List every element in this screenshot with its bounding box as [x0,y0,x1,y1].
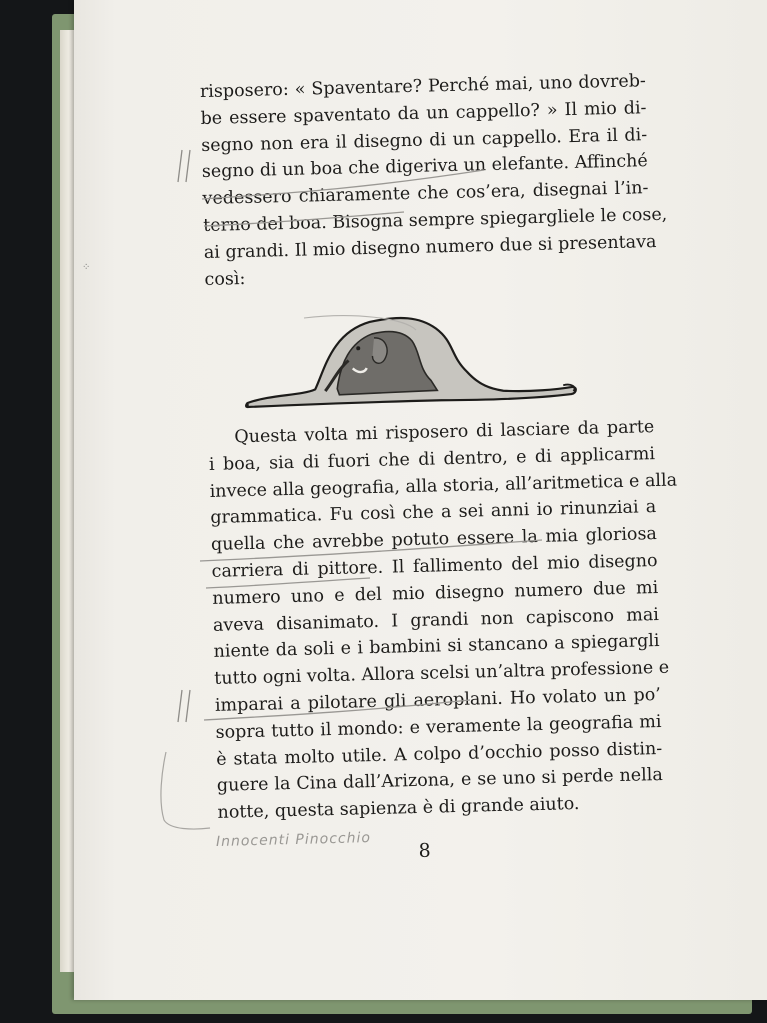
text-line: è stata molto utile. A colpo d’occhio posso distin- [216,738,663,770]
text-line: guere la Cina dall’Arizona, e se uno si perde nella [216,765,664,797]
paragraph-2 [208,414,678,827]
text-line: quella che avrebbe potuto essere la mia gloriosa [210,524,658,556]
text-line: carriera di pittore. Il fallimento del mio disegno [211,551,658,582]
text-line: risposero: « Spaventare? Perché mai, uno dovreb- [199,71,647,103]
handwritten-signature: Innocenti Pinocchio [215,829,372,851]
text-line: i boa, sia di fuori che di dentro, e di applicarmi [208,443,656,475]
paragraph-1 [199,68,668,293]
boa-elephant-illustration [239,303,582,421]
text-line: invece alla geografia, alla storia, all’aritmetica e alla [209,470,678,502]
page-number: 8 [418,839,431,862]
text-line: grammatica. Fu così che a sei anni io rinunziai a [210,497,657,529]
text-line: notte, questa sapienza è di grande aiuto. [217,794,580,824]
text-line: numero uno e del mio disegno numero due mi [212,577,659,609]
margin-mark: ⁘ [82,262,91,273]
text-line: tutto ogni volta. Allora scelsi un’altra professione e [214,657,670,690]
text-line: segno di un boa che digeriva un elefante. Affinché [201,151,649,183]
text-line: Questa volta mi risposero di lasciare da parte [234,417,655,448]
text-line: aveva disanimato. I grandi non capiscono mai [212,604,660,636]
text-line: terno del boa. Bisogna sempre spiegargliele le cose, [202,204,668,237]
text-line: sopra tutto il mondo: e veramente la geografia mi [215,711,662,743]
text-line: segno non era il disegno di un cappello. Era il di- [201,124,648,156]
text-line: così: [204,268,246,290]
text-line: niente da soli e i bambini si stancano a spiegargli [213,631,660,663]
text-line: imparai a pilotare gli aeroplani. Ho volato un po’ [214,684,662,716]
book-page [74,0,767,1000]
text-line: be essere spaventato da un cappello? » Il mio di- [200,97,647,129]
text-line: vedessero chiaramente che cos’era, disegnai l’in- [202,178,649,210]
text-line: ai grandi. Il mio disegno numero due si presentava [203,231,657,263]
page-content [62,0,767,1010]
